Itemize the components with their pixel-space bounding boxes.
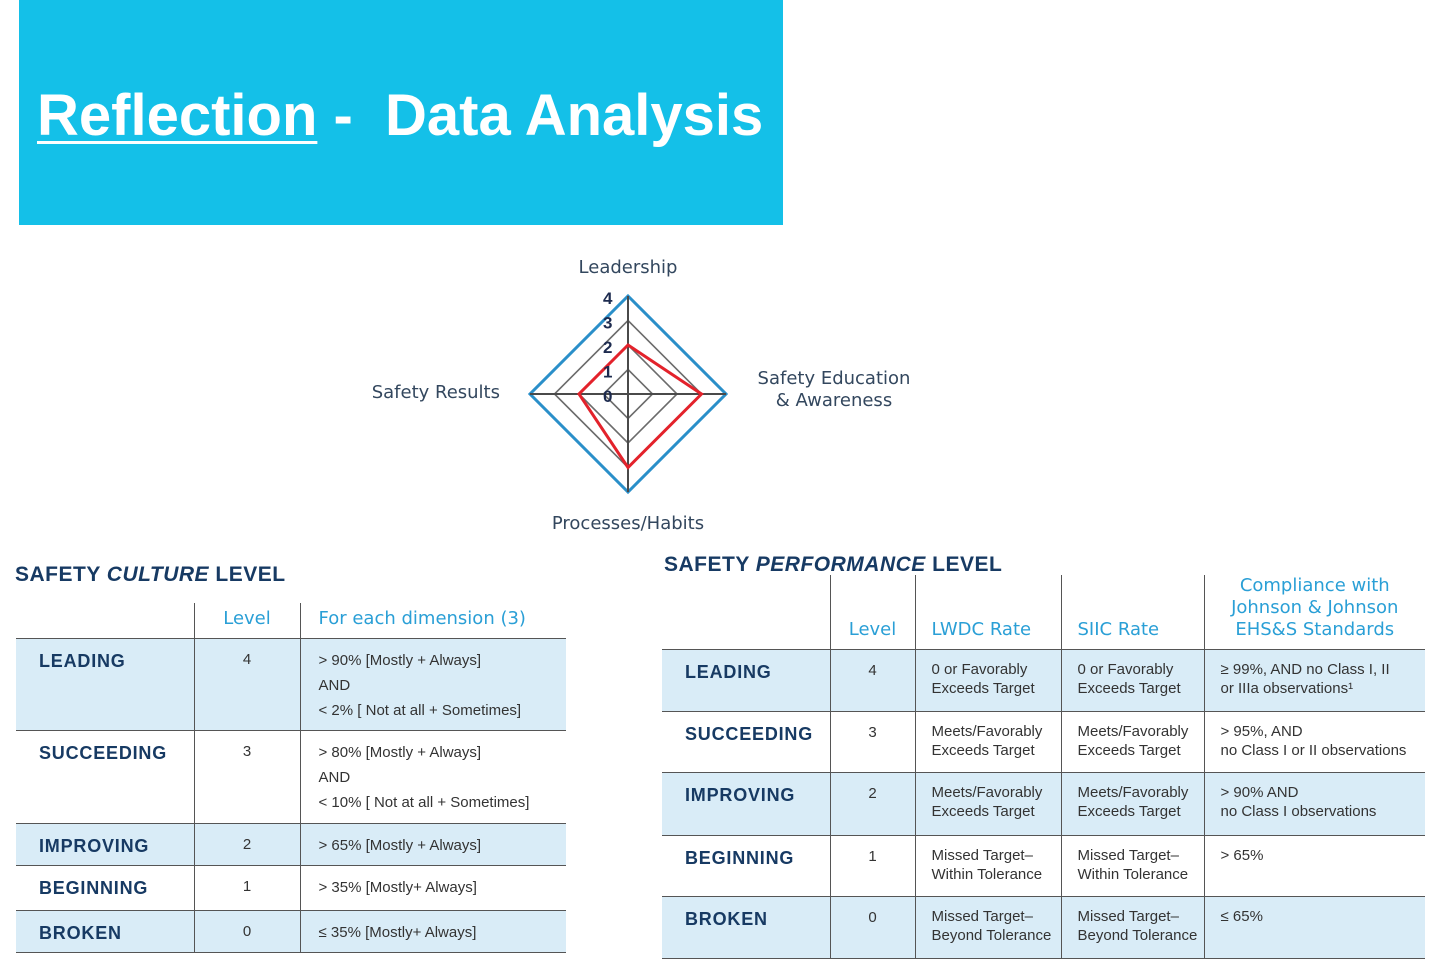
culture-level-number: 4: [194, 638, 300, 730]
perf-siic-cell: [1061, 712, 1204, 773]
cell-line: Exceeds Target: [1077, 680, 1181, 697]
culture-title-pre: SAFETY: [15, 563, 107, 586]
criteria-line: AND: [318, 768, 351, 786]
criteria-line: AND: [318, 676, 351, 694]
perf-level-name: LEADING: [662, 650, 830, 712]
perf-compliance-cell: [1204, 773, 1425, 836]
perf-header-siic: SIIC Rate: [1061, 575, 1204, 650]
culture-level-name: SUCCEEDING: [16, 730, 194, 823]
axis-label-processes-habits: Processes/Habits: [551, 513, 705, 534]
cell-line: Meets/Favorably: [931, 723, 1043, 740]
cell-line: Exceeds Target: [931, 680, 1035, 697]
culture-criteria: [300, 823, 566, 865]
cell-line: Meets/Favorably: [1077, 784, 1189, 801]
cell-line: > 95%, AND: [1220, 723, 1303, 740]
culture-table: [16, 603, 566, 953]
culture-criteria: [300, 638, 566, 730]
criteria-line: > 90% [Mostly + Always]: [318, 651, 482, 669]
cell-line: Missed Target–: [931, 847, 1033, 864]
culture-section-title: [15, 563, 286, 587]
radar-grid: [530, 296, 726, 492]
perf-row-beginning: [662, 836, 1425, 897]
axis-label-leadership: Leadership: [578, 257, 678, 278]
perf-compliance-cell: [1204, 836, 1425, 897]
criteria-line: > 80% [Mostly + Always]: [318, 743, 482, 761]
perf-header-compliance: [1204, 575, 1425, 650]
criteria-line: > 65% [Mostly + Always]: [318, 836, 482, 854]
cell-line: Exceeds Target: [1077, 803, 1181, 820]
cell-line: 0 or Favorably: [931, 661, 1028, 678]
culture-level-name: BEGINNING: [16, 865, 194, 910]
title-underlined-word: Reflection: [37, 83, 318, 148]
perf-compliance-cell: [1204, 650, 1425, 712]
performance-title-em: PERFORMANCE: [755, 553, 926, 576]
perf-level-number: 0: [830, 897, 915, 959]
cell-line: ≥ 99%, AND no Class I, II: [1220, 661, 1390, 678]
criteria-line: < 2% [ Not at all + Sometimes]: [318, 701, 522, 719]
perf-level-number: 4: [830, 650, 915, 712]
culture-level-number: 3: [194, 730, 300, 823]
perf-lwdc-cell: [915, 836, 1061, 897]
radar-tick-1: 1: [603, 362, 613, 382]
cell-line: no Class I observations: [1220, 803, 1377, 820]
perf-lwdc-cell: [915, 773, 1061, 836]
cell-line: Exceeds Target: [931, 803, 1035, 820]
culture-criteria: [300, 865, 566, 910]
perf-level-name: BEGINNING: [662, 836, 830, 897]
criteria-line: > 35% [Mostly+ Always]: [318, 878, 477, 896]
culture-level-name: IMPROVING: [16, 823, 194, 865]
perf-header-compliance-line: Johnson & Johnson: [1231, 597, 1399, 618]
radar-tick-0: 0: [603, 387, 613, 406]
cell-line: Missed Target–: [1077, 847, 1179, 864]
performance-table: [662, 575, 1425, 959]
radar-tick-labels: [603, 289, 613, 406]
culture-row-beginning: [16, 865, 566, 910]
cell-line: Within Tolerance: [1077, 866, 1189, 883]
perf-row-leading: [662, 650, 1425, 712]
cell-line: Exceeds Target: [1077, 742, 1181, 759]
culture-level-number: 0: [194, 910, 300, 952]
cell-line: > 65%: [1220, 847, 1264, 864]
culture-level-name: BROKEN: [16, 910, 194, 952]
perf-lwdc-cell: [915, 897, 1061, 959]
culture-criteria: [300, 910, 566, 952]
perf-row-broken: [662, 897, 1425, 959]
culture-header-blank: [16, 603, 194, 638]
axis-label-safety-education: Safety Education: [757, 368, 911, 389]
culture-row-succeeding: [16, 730, 566, 823]
perf-header-compliance-line: EHS&S Standards: [1235, 619, 1395, 640]
perf-siic-cell: [1061, 836, 1204, 897]
culture-level-number: 2: [194, 823, 300, 865]
culture-row-leading: [16, 638, 566, 730]
cell-line: Within Tolerance: [931, 866, 1043, 883]
cell-line: no Class I or II observations: [1220, 742, 1407, 759]
perf-lwdc-cell: [915, 712, 1061, 773]
perf-siic-cell: [1061, 897, 1204, 959]
cell-line: Exceeds Target: [931, 742, 1035, 759]
cell-line: Meets/Favorably: [931, 784, 1043, 801]
perf-level-number: 2: [830, 773, 915, 836]
perf-level-number: 3: [830, 712, 915, 773]
performance-title-post: LEVEL: [925, 553, 1003, 576]
performance-section-title: [664, 553, 1002, 577]
perf-level-name: IMPROVING: [662, 773, 830, 836]
perf-siic-cell: [1061, 773, 1204, 836]
culture-header-level: Level: [194, 603, 300, 638]
culture-level-number: 1: [194, 865, 300, 910]
perf-row-succeeding: [662, 712, 1425, 773]
cell-line: 0 or Favorably: [1077, 661, 1174, 678]
culture-header-dimension: For each dimension (3): [318, 607, 526, 629]
perf-level-name: BROKEN: [662, 897, 830, 959]
criteria-line: < 10% [ Not at all + Sometimes]: [318, 793, 530, 811]
cell-line: > 90% AND: [1220, 784, 1299, 801]
cell-line: ≤ 65%: [1220, 908, 1263, 925]
axis-label-safety-results: Safety Results: [371, 382, 500, 403]
performance-header-row: [662, 575, 1425, 650]
perf-compliance-cell: [1204, 712, 1425, 773]
perf-header-blank: [662, 575, 830, 650]
culture-level-name: LEADING: [16, 638, 194, 730]
cell-line: Missed Target–: [931, 908, 1033, 925]
cell-line: Beyond Tolerance: [1077, 927, 1198, 944]
perf-level-number: 1: [830, 836, 915, 897]
radar-tick-3: 3: [603, 313, 613, 333]
title-rest: - Data Analysis: [317, 83, 764, 148]
radar-tick-2: 2: [603, 338, 613, 357]
cell-line: Beyond Tolerance: [931, 927, 1052, 944]
cell-line: Missed Target–: [1077, 908, 1179, 925]
perf-header-level: Level: [830, 575, 915, 650]
perf-header-lwdc: LWDC Rate: [915, 575, 1061, 650]
culture-header-row: [16, 603, 566, 638]
criteria-line: ≤ 35% [Mostly+ Always]: [318, 923, 477, 941]
perf-lwdc-cell: [915, 650, 1061, 712]
perf-level-name: SUCCEEDING: [662, 712, 830, 773]
culture-row-broken: [16, 910, 566, 952]
perf-header-compliance-line: Compliance with: [1239, 575, 1390, 596]
cell-line: or IIIa observations¹: [1220, 680, 1354, 697]
perf-siic-cell: [1061, 650, 1204, 712]
performance-title-pre: SAFETY: [664, 553, 756, 576]
cell-line: Meets/Favorably: [1077, 723, 1189, 740]
culture-row-improving: [16, 823, 566, 865]
radar-tick-4: 4: [603, 289, 613, 308]
perf-compliance-cell: [1204, 897, 1425, 959]
perf-row-improving: [662, 773, 1425, 836]
culture-title-em: CULTURE: [106, 563, 210, 586]
culture-criteria: [300, 730, 566, 823]
culture-title-post: LEVEL: [209, 563, 286, 586]
axis-label-awareness: & Awareness: [775, 390, 893, 411]
